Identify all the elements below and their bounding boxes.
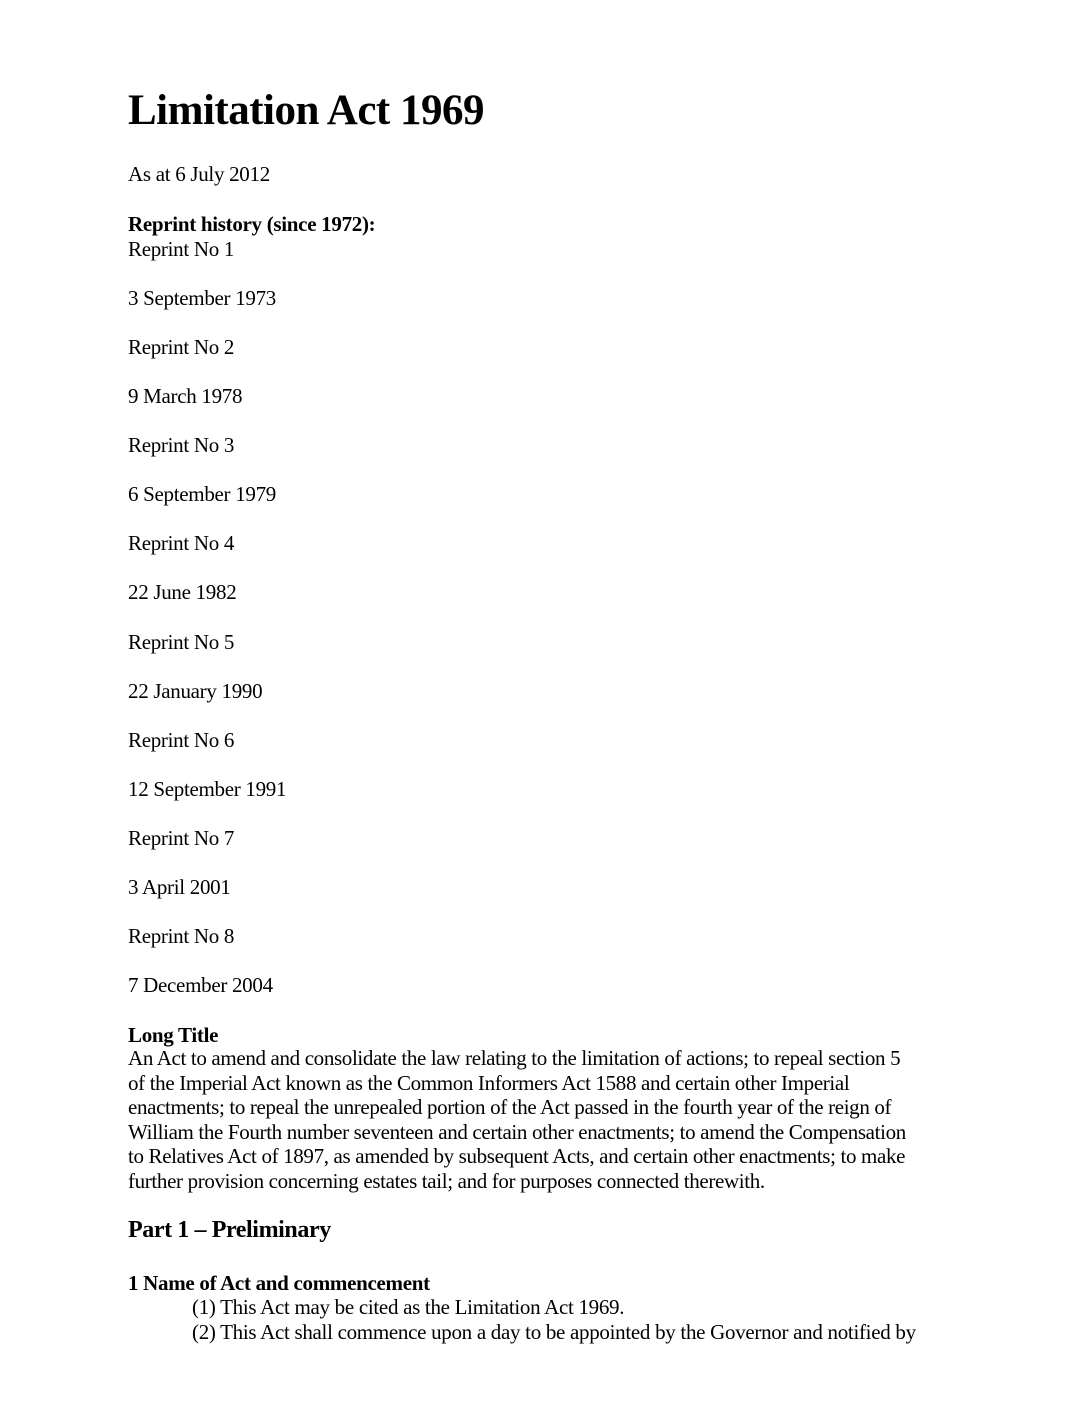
part-heading: Part 1 – Preliminary: [128, 1217, 331, 1243]
reprint-date: 12 September 1991: [128, 777, 287, 801]
long-title-line: William the Fourth number seventeen and certain other enactments; to amend the Compensation: [128, 1119, 906, 1144]
subsection: (1) This Act may be cited as the Limitation Act 1969.: [192, 1295, 625, 1319]
reprint-label: Reprint No 8: [128, 924, 235, 948]
reprint-label: Reprint No 2: [128, 335, 235, 359]
reprint-label: Reprint No 5: [128, 630, 235, 654]
reprint-date: 3 September 1973: [128, 286, 277, 310]
long-title-text: [128, 1046, 968, 1193]
reprint-label: Reprint No 4: [128, 531, 235, 555]
reprint-date: 9 March 1978: [128, 384, 243, 408]
document-title: Limitation Act 1969: [128, 87, 484, 134]
reprint-label: Reprint No 3: [128, 433, 235, 457]
long-title-line: further provision concerning estates tail; and for purposes connected therewith.: [128, 1168, 765, 1193]
reprint-date: 22 June 1982: [128, 580, 237, 604]
reprint-label: Reprint No 1: [128, 237, 235, 261]
long-title-line: An Act to amend and consolidate the law relating to the limitation of actions; to repeal section 5: [128, 1046, 901, 1070]
subsection: (2) This Act shall commence upon a day to be appointed by the Governor and notified by: [192, 1320, 916, 1344]
reprint-label: Reprint No 6: [128, 728, 235, 752]
section-heading: 1 Name of Act and commencement: [128, 1271, 430, 1295]
reprint-date: 3 April 2001: [128, 875, 231, 899]
reprint-date: 22 January 1990: [128, 679, 263, 703]
reprint-label: Reprint No 7: [128, 826, 235, 850]
long-title-line: enactments; to repeal the unrepealed portion of the Act passed in the fourth year of the reign of: [128, 1095, 892, 1119]
reprint-date: 6 September 1979: [128, 482, 277, 506]
long-title-heading: Long Title: [128, 1023, 219, 1047]
reprint-date: 7 December 2004: [128, 973, 273, 997]
long-title-line: to Relatives Act of 1897, as amended by subsequent Acts, and certain other enactments; to make: [128, 1144, 906, 1168]
long-title-line: of the Imperial Act known as the Common Informers Act 1588 and certain other Imperial: [128, 1070, 850, 1095]
reprint-history-heading: Reprint history (since 1972):: [128, 212, 376, 236]
as-at-date: As at 6 July 2012: [128, 162, 270, 186]
